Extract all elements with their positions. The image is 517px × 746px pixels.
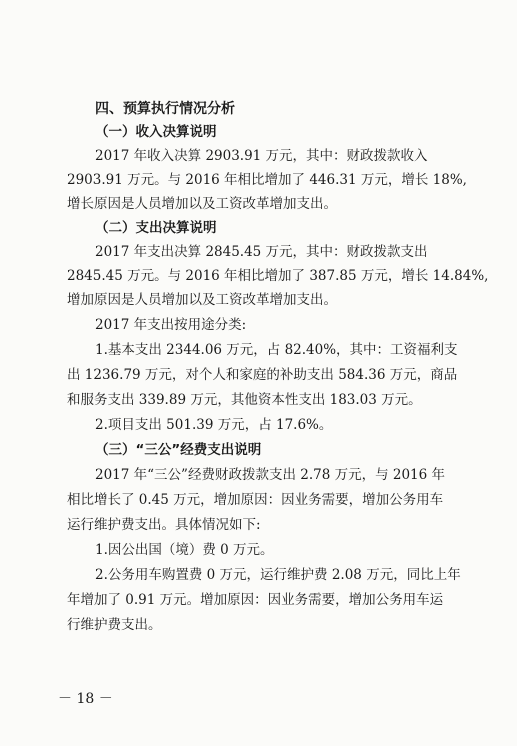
paragraph-line: 增长原因是人员增加以及工资改革增加支出。 xyxy=(67,196,337,212)
paragraph-line: 和服务支出 339.89 万元，其他资本性支出 183.03 万元。 xyxy=(67,392,422,408)
section-title: 四、预算执行情况分析 xyxy=(95,101,235,117)
paragraph-line: 2017 年支出决算 2845.45 万元，其中：财政拨款支出 xyxy=(95,244,428,260)
paragraph-line: 2845.45 万元。与 2016 年相比增加了 387.85 万元，增长 14.84%, xyxy=(67,268,489,284)
paragraph-line: 增加原因是人员增加以及工资改革增加支出。 xyxy=(67,292,337,308)
paragraph-line: 行维护费支出。 xyxy=(67,617,162,633)
paragraph-line: 2017 年支出按用途分类: xyxy=(95,317,247,333)
subsection-heading-three-public: （三）“三公”经费支出说明 xyxy=(95,442,262,458)
paragraph-line: 1.因公出国（境）费 0 万元。 xyxy=(95,542,274,558)
paragraph-line: 年增加了 0.91 万元。增加原因：因业务需要，增加公务用车运 xyxy=(67,592,444,608)
paragraph-line: 2017 年“三公”经费财政拨款支出 2.78 万元，与 2016 年 xyxy=(95,467,446,483)
paragraph-line: 2903.91 万元。与 2016 年相比增加了 446.31 万元，增长 18%, xyxy=(67,172,467,188)
paragraph-line: 运行维护费支出。具体情况如下: xyxy=(67,517,261,533)
paragraph-line: 2017 年收入决算 2903.91 万元，其中：财政拨款收入 xyxy=(95,148,428,164)
paragraph-line: 相比增长了 0.45 万元，增加原因：因业务需要，增加公务用车 xyxy=(67,492,444,508)
paragraph-line: 出 1236.79 万元，对个人和家庭的补助支出 584.36 万元，商品 xyxy=(67,367,458,383)
paragraph-line: 1.基本支出 2344.06 万元，占 82.40%，其中：工资福利支 xyxy=(95,342,458,358)
page-number: － 18 － xyxy=(58,691,113,707)
paragraph-line: 2.公务用车购置费 0 万元，运行维护费 2.08 万元，同比上年 xyxy=(95,567,461,583)
subsection-heading-expenditure: （二）支出决算说明 xyxy=(95,220,217,236)
subsection-heading-income: （一）收入决算说明 xyxy=(95,124,217,140)
paragraph-line: 2.项目支出 501.39 万元，占 17.6%。 xyxy=(95,417,333,433)
